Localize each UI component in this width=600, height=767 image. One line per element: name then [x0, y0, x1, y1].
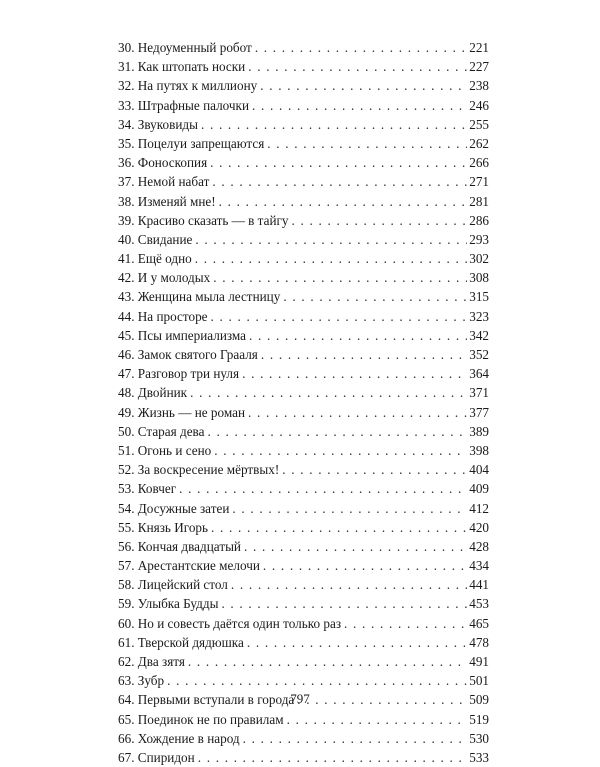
dot-leader: [211, 518, 467, 537]
toc-entry-text: За воскресение мёртвых!: [137, 462, 280, 478]
toc-entry-title: [118, 38, 252, 57]
toc-entry-page: 453: [469, 596, 489, 612]
toc-entry: [118, 268, 489, 287]
toc-entry-text: Арестантские мелочи: [137, 558, 260, 574]
toc-entry-page: 371: [469, 385, 489, 401]
toc-entry-text: Звуковиды: [137, 116, 198, 132]
toc-entry-page: 286: [469, 212, 489, 228]
toc-entry-number: 42.: [118, 270, 135, 286]
toc-entry-page: 302: [469, 251, 489, 267]
toc-entry-title: [118, 345, 258, 364]
toc-entry-number: 61.: [118, 634, 135, 650]
toc-entry: [118, 134, 489, 153]
toc-entry: [118, 460, 489, 479]
toc-entry-number: 47.: [118, 366, 135, 382]
toc-entry-number: 67.: [118, 749, 135, 765]
toc-entry-title: [118, 153, 207, 172]
toc-entry-title: [118, 211, 289, 230]
dot-leader: [252, 96, 467, 115]
toc-entry-number: 66.: [118, 730, 135, 746]
toc-entry-number: 35.: [118, 135, 135, 151]
toc-entry-number: 36.: [118, 155, 135, 171]
toc-entry-title: [118, 172, 209, 191]
toc-entry-page: 398: [469, 442, 489, 458]
toc-entry-title: [118, 652, 185, 671]
toc-entry: [118, 96, 489, 115]
dot-leader: [287, 710, 468, 729]
dot-leader: [213, 268, 467, 287]
toc-entry: [118, 479, 489, 498]
toc-entry-title: [118, 614, 341, 633]
toc-entry-title: [118, 729, 240, 748]
dot-leader: [283, 287, 467, 306]
toc-entry-page: 227: [469, 59, 489, 75]
toc-entry: [118, 287, 489, 306]
toc-entry-title: [118, 556, 260, 575]
dot-leader: [198, 748, 468, 767]
toc-entry-title: [118, 671, 164, 690]
toc-entry-number: 33.: [118, 97, 135, 113]
toc-entry: [118, 115, 489, 134]
toc-entry-title: [118, 710, 284, 729]
dot-leader: [221, 594, 467, 613]
toc-entry: [118, 172, 489, 191]
toc-entry-title: [118, 57, 245, 76]
dot-leader: [242, 364, 467, 383]
dot-leader: [260, 76, 467, 95]
toc-entry-number: 44.: [118, 308, 135, 324]
toc-entry-page: 530: [469, 730, 489, 746]
toc-entry-number: 48.: [118, 385, 135, 401]
toc-entry: [118, 307, 489, 326]
toc-entry-number: 56.: [118, 538, 135, 554]
toc-entry-text: Изменяй мне!: [137, 193, 216, 209]
toc-entry-text: Как штопать носки: [137, 59, 246, 75]
toc-entry-number: 57.: [118, 558, 135, 574]
toc-entry-title: [118, 383, 187, 402]
toc-entry-title: [118, 76, 257, 95]
toc-entry-page: 420: [469, 519, 489, 535]
dot-leader: [244, 537, 467, 556]
toc-entry-number: 30.: [118, 40, 135, 55]
toc-entry-title: [118, 268, 210, 287]
toc-entry-text: Ковчег: [137, 481, 177, 497]
page-number: 797: [290, 691, 310, 706]
toc-entry-title: [118, 287, 280, 306]
toc-entry-text: Фоноскопия: [137, 155, 208, 171]
toc-entry-page: 262: [469, 135, 489, 151]
toc-entry-number: 65.: [118, 711, 135, 727]
toc-entry-text: На путях к миллиону: [137, 78, 258, 94]
toc-entry: [118, 38, 489, 57]
toc-entry-title: [118, 134, 264, 153]
dot-leader: [255, 38, 467, 57]
dot-leader: [261, 345, 467, 364]
toc-entry-text: Поединок не по правилам: [137, 711, 284, 727]
toc-entry-page: 412: [469, 500, 489, 516]
toc-entry-page: 377: [469, 404, 489, 420]
toc-entry-text: Штрафные палочки: [137, 97, 250, 113]
toc-entry-title: [118, 441, 211, 460]
toc-entry-number: 49.: [118, 404, 135, 420]
dot-leader: [195, 230, 467, 249]
toc-entry-text: Но и совесть даётся один только раз: [137, 615, 342, 631]
toc-entry-page: 501: [469, 673, 489, 689]
toc-entry-page: 352: [469, 347, 489, 362]
toc-entry-page: 509: [469, 692, 489, 708]
toc-entry-page: 409: [469, 481, 489, 497]
toc-entry-number: 32.: [118, 78, 135, 94]
toc-entry: [118, 729, 489, 748]
toc-entry-title: [118, 575, 228, 594]
toc-entry: [118, 614, 489, 633]
toc-entry-title: [118, 326, 246, 345]
dot-leader: [219, 192, 468, 211]
toc-entry-page: 491: [469, 654, 489, 669]
toc-entry: [118, 76, 489, 95]
dot-leader: [211, 307, 468, 326]
dot-leader: [248, 57, 467, 76]
toc-entry-text: Двойник: [137, 385, 188, 401]
toc-entry-text: Разговор три нуля: [137, 366, 240, 382]
toc-entry: [118, 230, 489, 249]
toc-entry-number: 64.: [118, 692, 135, 708]
toc-entry-text: Досужные затеи: [137, 500, 230, 516]
dot-leader: [201, 115, 467, 134]
toc-entry-title: [118, 499, 229, 518]
toc-entry-title: [118, 96, 249, 115]
dot-leader: [212, 172, 467, 191]
toc-entry-page: 434: [469, 558, 489, 574]
toc-entry-text: Тверской дядюшка: [137, 634, 244, 650]
toc-entry-page: 266: [469, 155, 489, 171]
toc-entry-title: [118, 518, 208, 537]
toc-entry: [118, 556, 489, 575]
toc-entry-text: Замок святого Грааля: [137, 347, 258, 362]
toc-entry-text: Хождение в народ: [137, 730, 240, 746]
toc-entry-text: Свидание: [137, 231, 193, 247]
toc-entry-title: [118, 422, 204, 441]
toc-entry: [118, 499, 489, 518]
toc-entry-page: 342: [469, 327, 489, 343]
toc-entry: [118, 249, 489, 268]
toc-entry-page: 478: [469, 634, 489, 650]
toc-entry-title: [118, 460, 279, 479]
toc-entry-page: 246: [469, 97, 489, 113]
dot-leader: [249, 326, 467, 345]
toc-entry: [118, 748, 489, 767]
toc-entry-text: Поцелуи запрещаются: [137, 135, 265, 151]
toc-entry-text: Два зятя: [137, 654, 185, 669]
dot-leader: [167, 671, 467, 690]
toc-entry: [118, 211, 489, 230]
toc-entry-number: 60.: [118, 615, 135, 631]
toc-entry-page: 271: [469, 174, 489, 190]
toc-entry-number: 62.: [118, 654, 135, 669]
dot-leader: [267, 134, 467, 153]
dot-leader: [214, 441, 467, 460]
dot-leader: [263, 556, 467, 575]
toc-entry-title: [118, 192, 216, 211]
toc-entry-title: [118, 403, 245, 422]
toc-entry-number: 39.: [118, 212, 135, 228]
toc-entry-page: 533: [469, 749, 489, 765]
toc-entry-number: 51.: [118, 442, 135, 458]
toc-entry-title: [118, 594, 218, 613]
toc-entry-number: 53.: [118, 481, 135, 497]
toc-entry-number: 40.: [118, 231, 135, 247]
toc-entry-text: Лицейский стол: [137, 577, 228, 593]
toc-entry-number: 31.: [118, 59, 135, 75]
toc-entry-text: Улыбка Будды: [137, 596, 219, 612]
toc-entry-text: Огонь и сено: [137, 442, 212, 458]
toc-entry-text: На просторе: [137, 308, 208, 324]
toc-entry-text: Псы империализма: [137, 327, 247, 343]
dot-leader: [210, 153, 467, 172]
toc-entry-number: 37.: [118, 174, 135, 190]
toc-entry-title: [118, 115, 198, 134]
toc-entry-page: 323: [469, 308, 489, 324]
dot-leader: [188, 652, 467, 671]
toc-entry: [118, 192, 489, 211]
toc-entry-page: 293: [469, 231, 489, 247]
toc-entry: [118, 594, 489, 613]
toc-entry-number: 45.: [118, 327, 135, 343]
dot-leader: [282, 460, 467, 479]
toc-entry-page: 404: [469, 462, 489, 478]
dot-leader: [292, 211, 468, 230]
toc-entry: [118, 441, 489, 460]
toc-entry: [118, 710, 489, 729]
toc-entry-number: 58.: [118, 577, 135, 593]
toc-entry-page: 428: [469, 538, 489, 554]
toc-entry-text: Жизнь — не роман: [137, 404, 246, 420]
toc-entry-page: 389: [469, 423, 489, 439]
toc-entry-number: 55.: [118, 519, 135, 535]
toc-entry: [118, 153, 489, 172]
toc-entry-number: 46.: [118, 347, 135, 362]
toc-entry-number: 59.: [118, 596, 135, 612]
toc-entry: [118, 652, 489, 671]
toc-entry-page: 255: [469, 116, 489, 132]
toc-entry: [118, 422, 489, 441]
toc-entry-text: Недоуменный робот: [137, 40, 252, 55]
toc-entry-number: 63.: [118, 673, 135, 689]
toc-entry-text: И у молодых: [137, 270, 211, 286]
toc-entry-title: [118, 537, 241, 556]
toc-entry-title: [118, 364, 239, 383]
toc-entry-number: 41.: [118, 251, 135, 267]
dot-leader: [248, 403, 467, 422]
toc-entry-number: 54.: [118, 500, 135, 516]
toc-entry-page: 221: [469, 40, 489, 55]
toc-entry-text: Первыми вступали в города: [137, 692, 295, 708]
toc-entry-text: Князь Игорь: [137, 519, 209, 535]
toc-entry: [118, 537, 489, 556]
toc-entry-text: Спиридон: [137, 749, 195, 765]
toc-entry-text: Красиво сказать — в тайгу: [137, 212, 289, 228]
toc-entry-title: [118, 307, 208, 326]
toc-entry-title: [118, 479, 176, 498]
toc-entry-title: [118, 748, 195, 767]
toc-entry-text: Старая дева: [137, 423, 205, 439]
toc-entry-title: [118, 633, 244, 652]
toc-entry-text: Женщина мыла лестницу: [137, 289, 281, 305]
dot-leader: [243, 729, 468, 748]
toc-entry: [118, 57, 489, 76]
toc-entry-page: 519: [469, 711, 489, 727]
dot-leader: [207, 422, 467, 441]
dot-leader: [247, 633, 467, 652]
dot-leader: [344, 614, 467, 633]
toc-entry: [118, 575, 489, 594]
toc-entry: [118, 383, 489, 402]
toc-entry-page: 281: [469, 193, 489, 209]
toc-entry-text: Немой набат: [137, 174, 210, 190]
toc-entry-number: 52.: [118, 462, 135, 478]
dot-leader: [232, 499, 467, 518]
toc-entry-text: Ещё одно: [137, 251, 192, 267]
toc-entry-number: 43.: [118, 289, 135, 305]
dot-leader: [179, 479, 467, 498]
toc-entry-page: 465: [469, 615, 489, 631]
toc-entry-number: 34.: [118, 116, 135, 132]
toc-entry: [118, 326, 489, 345]
table-of-contents: [118, 38, 489, 767]
toc-entry-title: [118, 230, 192, 249]
toc-entry-number: 50.: [118, 423, 135, 439]
toc-entry: [118, 671, 489, 690]
toc-entry: [118, 633, 489, 652]
toc-entry: [118, 364, 489, 383]
toc-entry-page: 364: [469, 366, 489, 382]
toc-entry-page: 315: [469, 289, 489, 305]
toc-entry-text: Зубр: [137, 673, 165, 689]
toc-entry: [118, 518, 489, 537]
dot-leader: [195, 249, 468, 268]
toc-entry: [118, 345, 489, 364]
toc-entry-page: 441: [469, 577, 489, 593]
dot-leader: [190, 383, 467, 402]
toc-entry-page: 238: [469, 78, 489, 94]
toc-entry-number: 38.: [118, 193, 135, 209]
toc-entry-page: 308: [469, 270, 489, 286]
toc-entry: [118, 403, 489, 422]
dot-leader: [231, 575, 467, 594]
toc-entry-title: [118, 249, 192, 268]
toc-entry-text: Кончая двадцатый: [137, 538, 241, 554]
